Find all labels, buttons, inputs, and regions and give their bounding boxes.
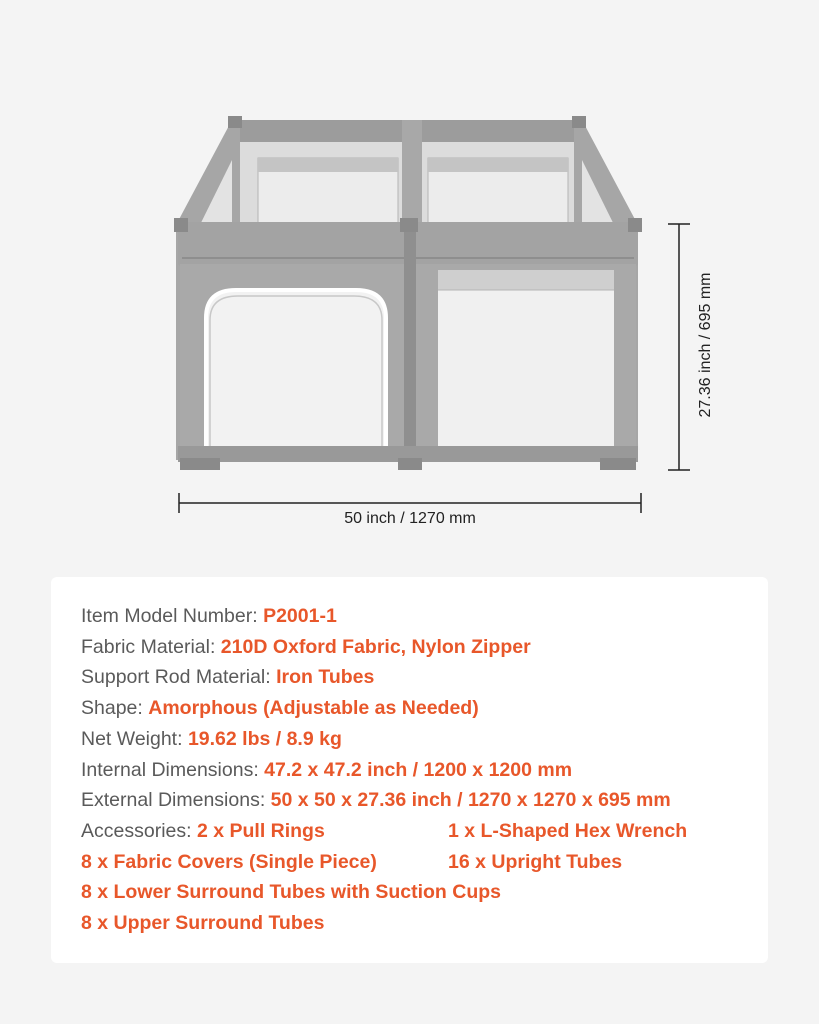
spec-value: Iron Tubes — [276, 666, 375, 688]
spec-label: External Dimensions: — [81, 789, 271, 811]
accessory-line — [81, 880, 501, 904]
height-dimension-label: 27.36 inch / 695 mm — [697, 272, 714, 418]
accessory-item: 2 x Pull Rings — [196, 820, 325, 842]
center-post — [404, 222, 416, 462]
accessory-item: 1 x L-Shaped Hex Wrench — [448, 820, 688, 842]
mesh-window — [438, 270, 614, 446]
spec-label: Accessories: — [81, 820, 197, 842]
spec-label: Fabric Material: — [81, 636, 221, 658]
spec-label: Support Rod Material: — [81, 666, 277, 688]
spec-value: 47.2 x 47.2 inch / 1200 x 1200 mm — [264, 759, 573, 781]
spec-value: 19.62 lbs / 8.9 kg — [187, 728, 342, 750]
accessory-item: 8 x Fabric Covers (Single Piece) — [81, 851, 377, 873]
spec-value: Amorphous (Adjustable as Needed) — [148, 697, 479, 719]
spec-weight — [81, 727, 342, 751]
spec-value: 50 x 50 x 27.36 inch / 1270 x 1270 x 695 mm — [270, 789, 671, 811]
spec-internal-dimensions — [81, 758, 572, 782]
zipper-door — [206, 290, 386, 452]
accessory-item: 8 x Lower Surround Tubes with Suction Cups — [81, 881, 501, 903]
accessory-line — [81, 850, 377, 874]
spec-rod — [81, 665, 374, 689]
spec-shape — [81, 696, 479, 720]
spec-external-dimensions — [81, 788, 671, 812]
spec-label: Item Model Number: — [81, 605, 264, 627]
spec-model — [81, 604, 337, 628]
accessory-item: 8 x Upper Surround Tubes — [81, 912, 325, 934]
spec-value: P2001-1 — [263, 605, 337, 627]
height-dimension-line — [668, 224, 690, 470]
spec-label: Shape: — [81, 697, 149, 719]
spec-label: Internal Dimensions: — [81, 759, 265, 781]
width-dimension-label: 50 inch / 1270 mm — [344, 510, 476, 527]
accessory-line — [81, 911, 324, 935]
spec-value: 210D Oxford Fabric, Nylon Zipper — [220, 636, 531, 658]
accessory-line — [448, 850, 622, 874]
spec-label: Net Weight: — [81, 728, 188, 750]
accessory-line — [448, 819, 687, 843]
spec-accessories — [81, 819, 325, 843]
accessory-item: 16 x Upright Tubes — [448, 851, 623, 873]
spec-fabric — [81, 635, 531, 659]
